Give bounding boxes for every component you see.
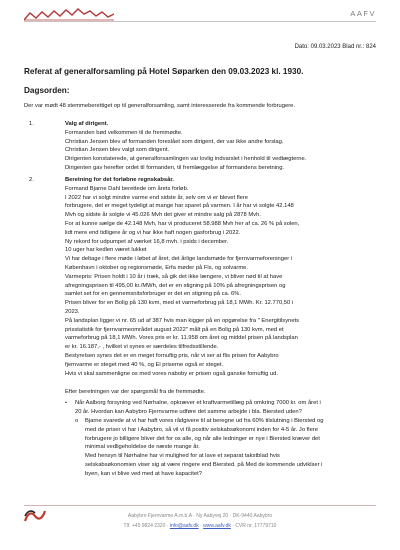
paragraph-line: varmeforbrug på 18,1 MWh. Vores pris er kr. 11.958 om året og middel prisen på landsplan xyxy=(65,335,298,342)
paragraph-line: Vi har deltage i flere møde i løbet af året, det årlige landsmøde for fjernvarmeforeninger i xyxy=(65,256,293,263)
paragraph-line: Mvh og sidste år solgte vi 45.026 Mvh det giver et mindre salg på 2878 Mvh. xyxy=(65,212,261,219)
paragraph-line: København i oktober og regionsmøde, Erfa møder på Fls, og solvarme. xyxy=(65,264,249,271)
bullet-line: Med hensyn til Nørhalne har vi mulighed for at lave et separat takstblad hvis xyxy=(85,453,280,460)
paragraph-line: forbrugere, det er meget tydeligt at mange har sparet på varmen. I år har vi solgte 42.148 xyxy=(65,203,294,210)
section-heading: Valg af dirigent. xyxy=(65,121,109,127)
bullet-line: byen, kan vi blive ved med at have kapacitet? xyxy=(85,470,202,477)
paragraph-line: samlet set for en gennemsnitsforbruger er det en stigning på ca. 6%. xyxy=(65,291,241,298)
footer-phone: Tlf. +45 9824 2320 · xyxy=(123,523,170,529)
section-number: 2. xyxy=(29,177,34,183)
paragraph-line: I 2022 har vi solgt mindre varme end sidste år, selv om vi er blevet flere xyxy=(65,194,249,201)
section-number: 1. xyxy=(29,121,34,127)
footer-divider xyxy=(24,505,376,506)
section-heading: Beretning for det forløbne regnskabsår. xyxy=(65,177,174,183)
questions-intro: Efter beretningen var der spørgsmål fra de fremmødte. xyxy=(65,389,206,395)
bullet-line: minimal vedligeholdelse de næste mange år. xyxy=(85,444,200,451)
circle-bullet-icon: o xyxy=(75,418,79,424)
paragraph-line: lidt mere end tidligere år og vi har ikke haft nogen gasforbrug i 2022. xyxy=(65,229,241,236)
paragraph-line: Dirigenten konstaterede, at generalforsamlingen var lovlig indvarslet i henhold til vedtægterne. xyxy=(65,156,307,163)
paragraph-line: afregningsprisen til 495,00 kr./MWh, det er en stigning på 10% på afregningsprisen og xyxy=(65,282,286,289)
paragraph-line: Hvis vi skal sammenligne os med vores naboby er prisen også ganske fornuftig ud. xyxy=(65,370,278,377)
document-title: Referat af generalforsamling på Hotel Søparken den 09.03.2023 kl. 1930. xyxy=(24,67,304,76)
header-divider xyxy=(24,21,376,22)
email-link[interactable]: info@aafv.dk xyxy=(169,523,199,529)
bullet-line: Når Aalborg forsyning ved Nørhalne, opkræver et kraftvarmetillæg på omkring 7000 kr. om året i xyxy=(75,400,321,406)
bullet-line: selskabsøkonomien viser sig at være ringere end Biersted. på Med de kommende udviklser i xyxy=(85,461,323,468)
paragraph-line: Christian Jensen blev af formanden foreslået som dirigent, der var ikke andre forslag. xyxy=(65,138,284,145)
paragraph-line: For at kunne sælge de 42.148 Mvh, har vi produceret 58.988 Mvh her af ca. 26 % på solen, xyxy=(65,220,300,227)
paragraph-line: Prisen bliver for en Bolig på 130 kvm, med et varmeforbrug på 18,1 MWh. Kr. 12.770,50 i xyxy=(65,300,294,307)
paragraph-line: er kr. 16.187,- , hvilket vi synes er særdeles tilfredsstillende. xyxy=(65,344,219,351)
paragraph-line: Christian Jensen blev valgt som dirigent. xyxy=(65,147,170,154)
paragraph-line: Formanden bød velkommen til de fremmødte. xyxy=(65,129,183,136)
paragraph-line: Formand Bjarne Dahl berettede om årets forløb. xyxy=(65,185,189,192)
paragraph-line: prisstatistik for fjernvarmeområdet august 2022" målt på en Bolig på 130 kvm, med et xyxy=(65,326,284,333)
paragraph-line: Dirigenten gav herefter ordet til formanden, til fremlæggelse af formandens beretning. xyxy=(65,164,285,171)
agenda-heading: Dagsorden: xyxy=(24,86,70,95)
bullet-line: med de priser vi har i Aabybro, så vil vi få positiv selskabsøkonomi inden for 4-5 år. Jo flere xyxy=(85,426,318,433)
footer-address: Aabybro Fjernvarme A.m.b.A · Ny Aabyvej 20 · DK-9440 Aabybro xyxy=(127,513,273,519)
footer-cvr: · CVR nr. 17779710 xyxy=(230,523,277,529)
paragraph-line: 10 uger har kedlen været lukket xyxy=(65,247,147,254)
bullet-line: forbrugere jo billigere bliver det for os alle, og når alle ledninger er nye i Biersted kræver det xyxy=(85,435,320,442)
paragraph-line: fjernvarme er steget med 40 %, og El priserne også er steget. xyxy=(65,361,224,368)
footer-separator: · xyxy=(198,523,204,529)
bullet-line: Bjarne svarede at vi har haft vores rådgivere til at beregne ud fra 60% tilslutning i Biersted og xyxy=(85,418,324,424)
brand-name: AAFV xyxy=(350,9,376,18)
paragraph-line: Varmepris: Prisen holdt i 10 år i træk, så gik det ikke længere, vi bliver nød til at have xyxy=(65,273,283,280)
website-link[interactable]: www.aafv.dk xyxy=(203,523,231,529)
aafv-logo-icon xyxy=(24,4,114,22)
footer-contact xyxy=(0,523,400,529)
paragraph-line: På landsplan ligger vi nr. 65 ud af 387 hvis man kigger på en opgørelse fra " Energitilsynets xyxy=(65,317,300,324)
intro-paragraph: Der var mødt 48 stemmeberettiget op til generalforsamling, samt interesserede fra kommende forbrugere. xyxy=(24,103,295,109)
paragraph-line: Bestyrelsen synes det er en meget fornuftig pris, når vi ser at flis prisen for Aabybro xyxy=(65,352,279,359)
date-and-page-number: Dato: 09.03.2023 Blad nr.: 824 xyxy=(294,44,376,50)
paragraph-line: Ny rekord for udpumpet af værket 16,8 mvh. i psids i december. xyxy=(65,238,229,245)
paragraph-line: 2023. xyxy=(65,308,80,315)
bullet-dot-icon: • xyxy=(65,400,68,406)
bullet-line: 20 år. Hvordan kan Aabybro Fjernvarme udføre det samme arbejde i bla. Biersted uden? xyxy=(75,408,302,415)
